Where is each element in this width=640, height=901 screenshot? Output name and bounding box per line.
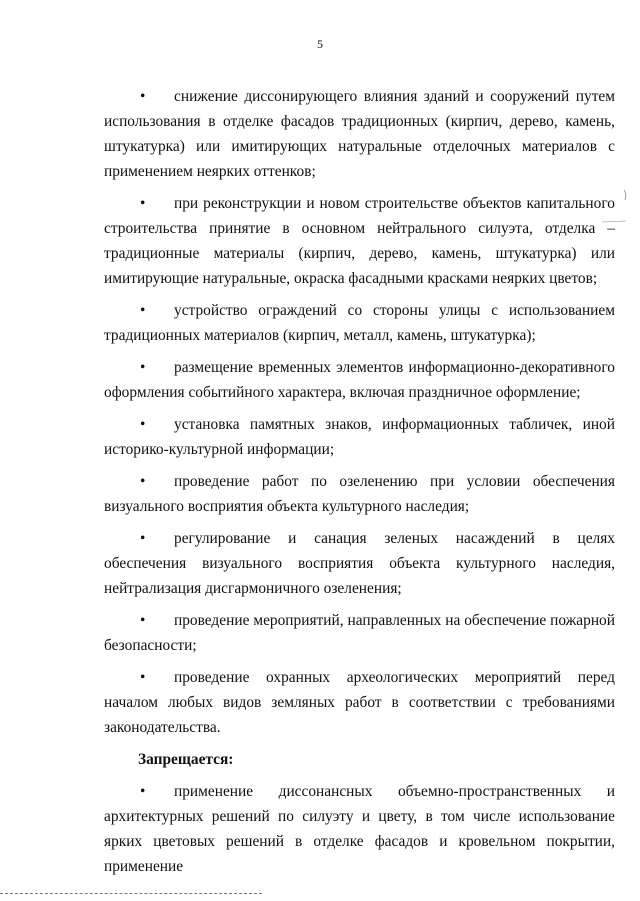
- list-item-text: проведение охранных археологических мероприятий перед началом любых видов земляных работ в соответствии с требованиями законодательства.: [104, 669, 615, 736]
- section-heading-prohibited: Запрещается:: [138, 751, 234, 768]
- list-item-text: регулирование и санация зеленых насаждений в целях обеспечения визуального восприятия объекта культурного наследия, нейтрализация дисгармоничного озеленения;: [104, 530, 615, 597]
- list-item: [104, 526, 615, 601]
- list-item: [104, 608, 615, 658]
- bullet-icon: •: [140, 195, 146, 212]
- list-item-text: снижение диссонирующего влияния зданий и сооружений путем использования в отделке фасадов традиционных (кирпич, дерево, камень, штукатурка) или имитирующих натуральные отделочных материалов с применением неярких оттенков;: [104, 88, 615, 180]
- bullet-icon: •: [140, 359, 146, 376]
- bullet-icon: •: [140, 473, 146, 490]
- list-item: [104, 412, 615, 462]
- bullet-icon: •: [140, 416, 146, 433]
- list-item-text: установка памятных знаков, информационных табличек, иной историко-культурной информации;: [104, 416, 615, 458]
- list-item-text: применение диссонансных объемно-пространственных и архитектурных решений по силуэту и цвету, в том числе использование ярких цветовых решений в отделке фасадов и кровельном покрытии, применение: [104, 783, 615, 875]
- footer-divider: [0, 893, 262, 894]
- bullet-icon: •: [140, 669, 146, 686]
- document-body: [104, 84, 615, 886]
- list-item: [104, 469, 615, 519]
- list-item: [104, 298, 615, 348]
- list-item: [104, 779, 615, 879]
- bullet-icon: •: [140, 783, 146, 800]
- list-item-text: проведение работ по озеленению при условии обеспечения визуального восприятия объекта культурного наследия;: [104, 473, 615, 515]
- page-number: 5: [317, 37, 323, 51]
- bullet-icon: •: [140, 88, 146, 105]
- bullet-icon: •: [140, 530, 146, 547]
- list-item-text: при реконструкции и новом строительстве объектов капитального строительства принятие в основном нейтрального силуэта, отделка – традиционные материалы (кирпич, дерево, камень, штукатурка) или имитирующие натуральные, окраска фасадными красками неярких цветов;: [104, 195, 615, 287]
- list-item: [104, 355, 615, 405]
- list-item-text: проведение мероприятий, направленных на обеспечение пожарной безопасности;: [104, 612, 615, 654]
- list-item: [104, 665, 615, 740]
- list-item-text: размещение временных элементов информационно-декоративного оформления событийного характера, включая праздничное оформление;: [104, 359, 615, 401]
- bullet-icon: •: [140, 612, 146, 629]
- bullet-icon: •: [140, 302, 146, 319]
- list-item: [104, 84, 615, 184]
- list-item-text: устройство ограждений со стороны улицы с использованием традиционных материалов (кирпич, металл, камень, штукатурка);: [104, 302, 615, 344]
- list-item: [104, 191, 615, 291]
